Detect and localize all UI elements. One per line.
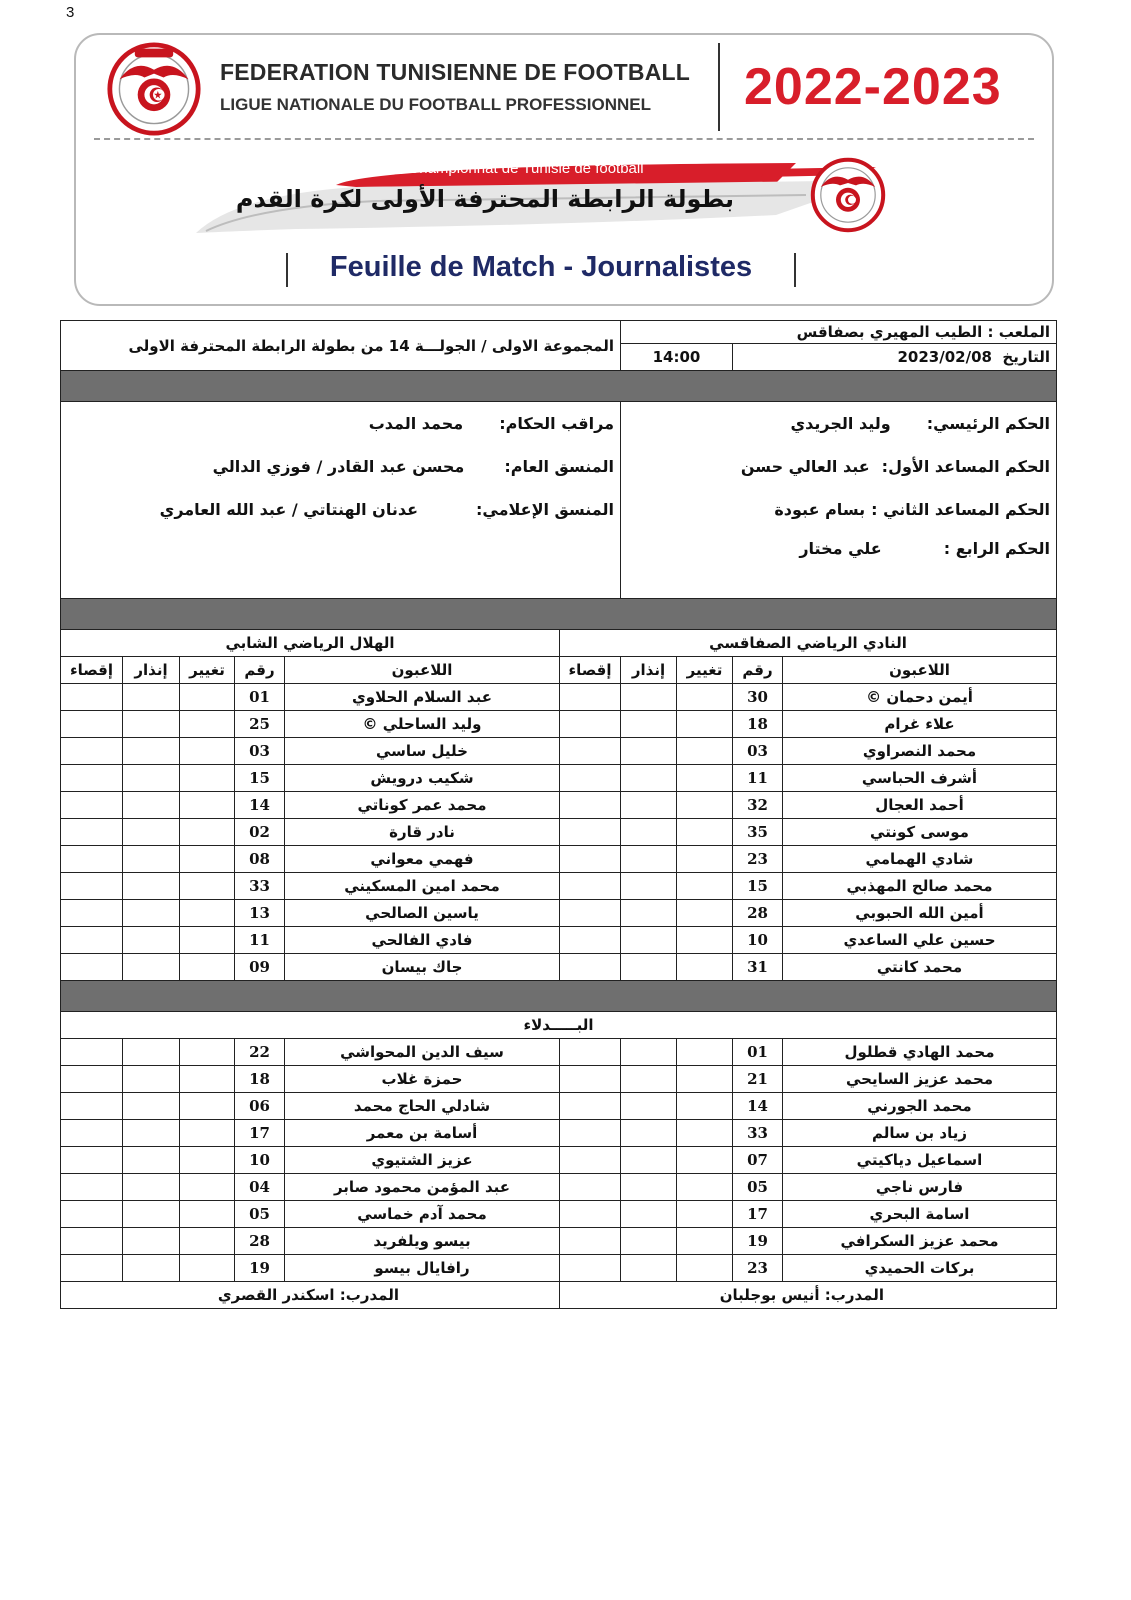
stadium-cell: الملعب : الطيب المهيري بصفاقس: [621, 321, 1057, 344]
expulsion-cell: [61, 765, 123, 792]
change-cell: [677, 927, 733, 954]
expulsion-cell: [560, 873, 621, 900]
player-number: 19: [733, 1228, 783, 1255]
player-row: [61, 711, 1057, 738]
warning-cell: [123, 1174, 180, 1201]
expulsion-cell: [61, 819, 123, 846]
coordinators-cell: [61, 402, 621, 599]
expulsion-cell: [560, 927, 621, 954]
league-crest-icon: [808, 155, 888, 235]
player-number: 32: [733, 792, 783, 819]
player-number: 03: [733, 738, 783, 765]
time-cell: 14:00: [621, 344, 733, 371]
expulsion-cell: [61, 1201, 123, 1228]
expulsion-cell: [61, 792, 123, 819]
player-name: نادر قارة: [285, 819, 560, 846]
player-name: اسماعيل دياكيتي: [783, 1147, 1057, 1174]
away-team-name: الهلال الرياضي الشابي: [61, 630, 560, 657]
warning-cell: [621, 738, 677, 765]
general-coordinator: المنسق العام:محسن عبد القادر / فوزي الدالي: [212, 457, 614, 476]
player-row: [61, 1201, 1057, 1228]
expulsion-cell: [61, 1228, 123, 1255]
warning-cell: [123, 954, 180, 981]
player-number: 05: [235, 1201, 285, 1228]
warning-cell: [621, 873, 677, 900]
col-change: تغيير: [677, 657, 733, 684]
warning-cell: [123, 1255, 180, 1282]
player-number: 14: [235, 792, 285, 819]
warning-cell: [621, 711, 677, 738]
player-name: شكيب درويش: [285, 765, 560, 792]
change-cell: [180, 954, 235, 981]
player-row: [61, 1093, 1057, 1120]
coach-row: [61, 1282, 1057, 1309]
expulsion-cell: [61, 1147, 123, 1174]
championship-fr: Championnat de Tunisie de football: [408, 160, 644, 177]
col-players: اللاعبون: [285, 657, 560, 684]
warning-cell: [621, 792, 677, 819]
player-name: فارس ناجي: [783, 1174, 1057, 1201]
col-change: تغيير: [180, 657, 235, 684]
col-warning: إنذار: [123, 657, 180, 684]
player-name: محمد صالح المهذبي: [783, 873, 1057, 900]
player-name: حمزة غلاب: [285, 1066, 560, 1093]
change-cell: [677, 684, 733, 711]
expulsion-cell: [61, 684, 123, 711]
player-name: محمد عزيز السايحي: [783, 1066, 1057, 1093]
change-cell: [677, 1147, 733, 1174]
player-number: 17: [733, 1201, 783, 1228]
warning-cell: [621, 1093, 677, 1120]
change-cell: [677, 900, 733, 927]
championship-ar: بطولة الرابطة المحترفة الأولى لكرة القدم: [235, 185, 734, 213]
player-row: [61, 900, 1057, 927]
player-name: أمين الله الحبوبي: [783, 900, 1057, 927]
expulsion-cell: [61, 1120, 123, 1147]
subs-title: البـــــدلاء: [61, 1012, 1057, 1039]
player-name: أشرف الحباسي: [783, 765, 1057, 792]
expulsion-cell: [560, 1066, 621, 1093]
expulsion-cell: [61, 738, 123, 765]
player-row: [61, 927, 1057, 954]
expulsion-cell: [61, 1066, 123, 1093]
warning-cell: [621, 1120, 677, 1147]
player-name: محمد كانتي: [783, 954, 1057, 981]
warning-cell: [123, 1093, 180, 1120]
warning-cell: [123, 1120, 180, 1147]
change-cell: [677, 1093, 733, 1120]
player-number: 05: [733, 1174, 783, 1201]
referee-observer: مراقب الحكام:محمد المدب: [368, 414, 614, 433]
player-number: 17: [235, 1120, 285, 1147]
player-number: 10: [733, 927, 783, 954]
change-cell: [180, 927, 235, 954]
player-name: محمد امين المسكيني: [285, 873, 560, 900]
col-number: رقم: [235, 657, 285, 684]
sheet-title-box: [286, 247, 796, 293]
player-number: 09: [235, 954, 285, 981]
separator-row: [61, 371, 1057, 402]
header-divider: [718, 43, 720, 131]
referees-cell: [621, 402, 1057, 599]
player-number: 04: [235, 1174, 285, 1201]
change-cell: [180, 1255, 235, 1282]
federation-crest-icon: [106, 41, 202, 137]
officials-row: [61, 402, 1057, 599]
warning-cell: [123, 1066, 180, 1093]
player-number: 18: [235, 1066, 285, 1093]
player-name: أيمن دحمان ©: [783, 684, 1057, 711]
home-coach: المدرب: أنيس بوجلبان: [560, 1282, 1057, 1309]
player-row: [61, 1039, 1057, 1066]
warning-cell: [123, 765, 180, 792]
col-number: رقم: [733, 657, 783, 684]
player-row: [61, 738, 1057, 765]
player-row: [61, 792, 1057, 819]
expulsion-cell: [61, 954, 123, 981]
player-row: [61, 1147, 1057, 1174]
subs-title-row: [61, 1012, 1057, 1039]
warning-cell: [123, 819, 180, 846]
player-name: أسامة بن معمر: [285, 1120, 560, 1147]
expulsion-cell: [61, 1255, 123, 1282]
player-row: [61, 1255, 1057, 1282]
expulsion-cell: [560, 1228, 621, 1255]
expulsion-cell: [61, 873, 123, 900]
expulsion-cell: [560, 765, 621, 792]
expulsion-cell: [560, 900, 621, 927]
change-cell: [677, 765, 733, 792]
separator-row: [61, 599, 1057, 630]
player-number: 08: [235, 846, 285, 873]
player-row: [61, 954, 1057, 981]
warning-cell: [621, 1147, 677, 1174]
sheet-title: Feuille de Match - Journalistes: [329, 251, 753, 283]
player-row: [61, 1174, 1057, 1201]
change-cell: [677, 738, 733, 765]
player-row: [61, 684, 1057, 711]
player-row: [61, 1120, 1057, 1147]
col-expulsion: إقصاء: [560, 657, 621, 684]
player-name: عبد السلام الحلاوي: [285, 684, 560, 711]
teams-row: [61, 630, 1057, 657]
separator-row: [61, 981, 1057, 1012]
expulsion-cell: [560, 711, 621, 738]
warning-cell: [621, 954, 677, 981]
player-name: فادي الفالحي: [285, 927, 560, 954]
expulsion-cell: [61, 927, 123, 954]
main-referee: الحكم الرئيسي:وليد الجريدي: [790, 414, 1050, 433]
change-cell: [180, 846, 235, 873]
col-players: اللاعبون: [783, 657, 1057, 684]
player-number: 33: [235, 873, 285, 900]
player-number: 28: [235, 1228, 285, 1255]
dashed-divider: [94, 138, 1034, 140]
player-number: 06: [235, 1093, 285, 1120]
expulsion-cell: [61, 711, 123, 738]
player-number: 15: [235, 765, 285, 792]
player-name: شادي الهمامي: [783, 846, 1057, 873]
player-number: 33: [733, 1120, 783, 1147]
player-number: 25: [235, 711, 285, 738]
round-cell: المجموعة الاولى / الجولـــة 14 من بطولة الرابطة المحترفة الاولى: [61, 321, 621, 371]
player-name: أحمد العجال: [783, 792, 1057, 819]
title-bar-right: [794, 253, 796, 287]
starters-body: [61, 684, 1057, 981]
column-header-row: [61, 657, 1057, 684]
player-number: 01: [733, 1039, 783, 1066]
change-cell: [180, 1066, 235, 1093]
player-name: موسى كونتي: [783, 819, 1057, 846]
player-number: 30: [733, 684, 783, 711]
change-cell: [180, 1201, 235, 1228]
player-name: محمد الجورني: [783, 1093, 1057, 1120]
expulsion-cell: [560, 1093, 621, 1120]
player-number: 31: [733, 954, 783, 981]
player-number: 02: [235, 819, 285, 846]
change-cell: [180, 1120, 235, 1147]
expulsion-cell: [560, 684, 621, 711]
date-label: التاريخ: [1002, 348, 1050, 366]
player-name: خليل ساسي: [285, 738, 560, 765]
player-number: 18: [733, 711, 783, 738]
expulsion-cell: [61, 846, 123, 873]
change-cell: [180, 819, 235, 846]
date-value: 2023/02/08: [897, 348, 992, 366]
expulsion-cell: [560, 819, 621, 846]
expulsion-cell: [560, 1201, 621, 1228]
player-number: 23: [733, 1255, 783, 1282]
expulsion-cell: [560, 792, 621, 819]
warning-cell: [621, 819, 677, 846]
match-sheet-table: [60, 320, 1057, 1309]
warning-cell: [123, 1228, 180, 1255]
player-name: محمد آدم خماسي: [285, 1201, 560, 1228]
player-name: رافايال بيسو: [285, 1255, 560, 1282]
player-number: 21: [733, 1066, 783, 1093]
change-cell: [180, 765, 235, 792]
player-number: 13: [235, 900, 285, 927]
federation-title: FEDERATION TUNISIENNE DE FOOTBALL: [220, 59, 691, 85]
change-cell: [677, 846, 733, 873]
player-number: 22: [235, 1039, 285, 1066]
player-name: بركات الحميدي: [783, 1255, 1057, 1282]
fourth-referee: الحكم الرابع :علي مختار: [799, 539, 1050, 558]
col-warning: إنذار: [621, 657, 677, 684]
warning-cell: [123, 684, 180, 711]
player-row: [61, 846, 1057, 873]
player-number: 11: [235, 927, 285, 954]
warning-cell: [621, 684, 677, 711]
player-name: بيسو ويلفريد: [285, 1228, 560, 1255]
change-cell: [180, 792, 235, 819]
season-label: 2022-2023: [744, 58, 1002, 116]
league-title: LIGUE NATIONALE DU FOOTBALL PROFESSIONNEL: [220, 95, 651, 114]
change-cell: [180, 738, 235, 765]
warning-cell: [123, 1147, 180, 1174]
player-name: عبد المؤمن محمود صابر: [285, 1174, 560, 1201]
player-row: [61, 1228, 1057, 1255]
warning-cell: [621, 846, 677, 873]
player-name: زياد بن سالم: [783, 1120, 1057, 1147]
player-name: اسامة البحري: [783, 1201, 1057, 1228]
change-cell: [677, 792, 733, 819]
date-cell: [733, 344, 1057, 371]
player-number: 11: [733, 765, 783, 792]
change-cell: [180, 1174, 235, 1201]
player-name: شادلي الحاج محمد: [285, 1093, 560, 1120]
expulsion-cell: [560, 1039, 621, 1066]
player-name: محمد عمر كوناتي: [285, 792, 560, 819]
player-row: [61, 1066, 1057, 1093]
player-name: سيف الدين المحواشي: [285, 1039, 560, 1066]
home-team-name: النادي الرياضي الصفاقسي: [560, 630, 1057, 657]
player-name: محمد عزيز السكرافي: [783, 1228, 1057, 1255]
warning-cell: [123, 1201, 180, 1228]
expulsion-cell: [61, 900, 123, 927]
change-cell: [677, 954, 733, 981]
player-number: 14: [733, 1093, 783, 1120]
warning-cell: [123, 792, 180, 819]
expulsion-cell: [560, 738, 621, 765]
player-name: عزيز الشتيوي: [285, 1147, 560, 1174]
header-card: [74, 33, 1054, 306]
change-cell: [677, 1120, 733, 1147]
warning-cell: [123, 900, 180, 927]
player-number: 23: [733, 846, 783, 873]
expulsion-cell: [560, 954, 621, 981]
change-cell: [677, 1255, 733, 1282]
assistant-referee-1: الحكم المساعد الأول:عبد العالي حسن: [740, 457, 1050, 476]
subs-body: [61, 1039, 1057, 1282]
change-cell: [677, 819, 733, 846]
player-number: 07: [733, 1147, 783, 1174]
warning-cell: [621, 765, 677, 792]
change-cell: [180, 711, 235, 738]
change-cell: [180, 900, 235, 927]
warning-cell: [621, 900, 677, 927]
warning-cell: [621, 1039, 677, 1066]
change-cell: [180, 1039, 235, 1066]
warning-cell: [621, 927, 677, 954]
player-name: محمد الهادي قطلول: [783, 1039, 1057, 1066]
player-row: [61, 819, 1057, 846]
warning-cell: [621, 1228, 677, 1255]
match-info-row: [61, 321, 1057, 344]
player-number: 19: [235, 1255, 285, 1282]
change-cell: [677, 1201, 733, 1228]
warning-cell: [621, 1174, 677, 1201]
assistant-referee-2: الحكم المساعد الثاني :بسام عبودة: [774, 500, 1050, 519]
player-number: 35: [733, 819, 783, 846]
player-name: حسين علي الساعدي: [783, 927, 1057, 954]
warning-cell: [621, 1255, 677, 1282]
change-cell: [677, 1039, 733, 1066]
expulsion-cell: [560, 1120, 621, 1147]
player-row: [61, 765, 1057, 792]
expulsion-cell: [61, 1093, 123, 1120]
warning-cell: [123, 873, 180, 900]
change-cell: [180, 1147, 235, 1174]
change-cell: [677, 711, 733, 738]
expulsion-cell: [560, 846, 621, 873]
page-number: 3: [66, 4, 75, 21]
warning-cell: [123, 1039, 180, 1066]
change-cell: [677, 1228, 733, 1255]
expulsion-cell: [61, 1039, 123, 1066]
player-name: جاك بيسان: [285, 954, 560, 981]
warning-cell: [621, 1066, 677, 1093]
player-number: 01: [235, 684, 285, 711]
player-name: وليد الساحلي ©: [285, 711, 560, 738]
warning-cell: [621, 1201, 677, 1228]
expulsion-cell: [560, 1147, 621, 1174]
player-name: فهمي معواني: [285, 846, 560, 873]
player-number: 15: [733, 873, 783, 900]
warning-cell: [123, 927, 180, 954]
expulsion-cell: [560, 1174, 621, 1201]
expulsion-cell: [560, 1255, 621, 1282]
player-number: 28: [733, 900, 783, 927]
change-cell: [180, 1228, 235, 1255]
player-number: 10: [235, 1147, 285, 1174]
player-number: 03: [235, 738, 285, 765]
player-row: [61, 873, 1057, 900]
change-cell: [677, 1066, 733, 1093]
change-cell: [180, 684, 235, 711]
change-cell: [180, 1093, 235, 1120]
change-cell: [677, 1174, 733, 1201]
warning-cell: [123, 846, 180, 873]
change-cell: [180, 873, 235, 900]
player-name: محمد النصراوي: [783, 738, 1057, 765]
warning-cell: [123, 738, 180, 765]
away-coach: المدرب: اسكندر القصري: [61, 1282, 560, 1309]
col-expulsion: إقصاء: [61, 657, 123, 684]
media-coordinator: المنسق الإعلامي:عدنان الهنتاتي / عبد الله العامري: [159, 500, 614, 519]
player-name: ياسين الصالحي: [285, 900, 560, 927]
warning-cell: [123, 711, 180, 738]
change-cell: [677, 873, 733, 900]
player-name: علاء غرام: [783, 711, 1057, 738]
expulsion-cell: [61, 1174, 123, 1201]
